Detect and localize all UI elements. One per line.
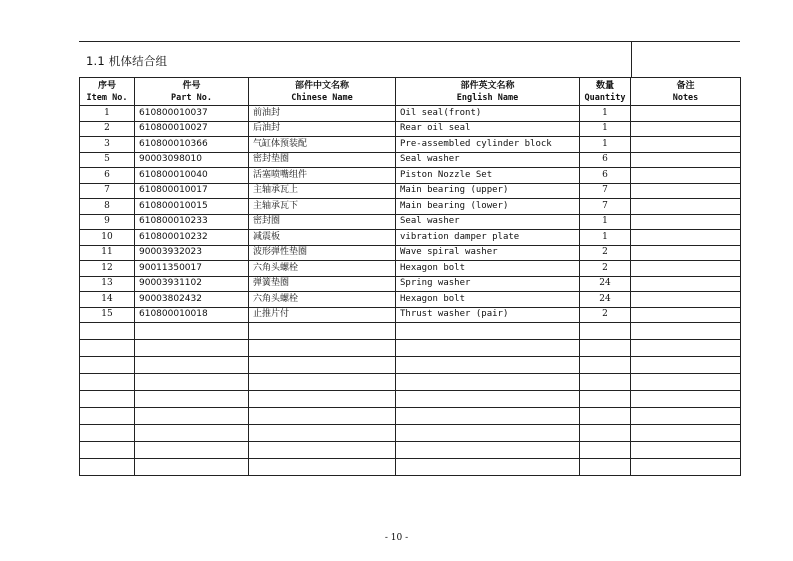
- header-notes: 备注 Notes: [631, 78, 741, 106]
- header-quantity: 数量 Quantity: [580, 78, 631, 106]
- cell-part-no: 90003932023: [135, 245, 249, 261]
- cell-part-no: 90003802432: [135, 292, 249, 308]
- cell-item-no: 6: [80, 168, 135, 184]
- parts-table: [79, 77, 741, 476]
- cell-quantity-empty: [580, 408, 631, 425]
- cell-chinese-name-empty: [249, 391, 396, 408]
- cell-item-no-empty: [80, 391, 135, 408]
- cell-chinese-name-empty: [249, 425, 396, 442]
- table-row-empty: [80, 357, 741, 374]
- table-row: [80, 230, 741, 246]
- cell-english-name-empty: [396, 323, 580, 340]
- cell-notes-empty: [631, 425, 741, 442]
- cell-item-no: 1: [80, 106, 135, 122]
- cell-item-no-empty: [80, 357, 135, 374]
- cell-part-no-empty: [135, 323, 249, 340]
- table-row-empty: [80, 323, 741, 340]
- cell-quantity-empty: [580, 340, 631, 357]
- cell-item-no: 14: [80, 292, 135, 308]
- cell-part-no: 610800010018: [135, 307, 249, 323]
- cell-part-no-empty: [135, 340, 249, 357]
- cell-quantity: 7: [580, 183, 631, 199]
- cell-chinese-name: 气缸体预装配: [249, 137, 396, 153]
- cell-english-name-empty: [396, 459, 580, 476]
- cell-notes: [631, 307, 741, 323]
- table-header-row: [80, 78, 741, 106]
- cell-item-no-empty: [80, 374, 135, 391]
- header-part-no: 件号 Part No.: [135, 78, 249, 106]
- cell-chinese-name: 活塞喷嘴组件: [249, 168, 396, 184]
- cell-chinese-name: 后油封: [249, 121, 396, 137]
- parts-table-body: [80, 106, 741, 476]
- cell-item-no: 10: [80, 230, 135, 246]
- cell-notes-empty: [631, 340, 741, 357]
- cell-item-no-empty: [80, 442, 135, 459]
- table-row-empty: [80, 340, 741, 357]
- cell-english-name: vibration damper plate: [396, 230, 580, 246]
- cell-chinese-name: 主轴承瓦下: [249, 199, 396, 215]
- cell-english-name: Seal washer: [396, 152, 580, 168]
- cell-quantity: 7: [580, 199, 631, 215]
- cell-chinese-name-empty: [249, 442, 396, 459]
- cell-notes: [631, 137, 741, 153]
- table-row: [80, 307, 741, 323]
- cell-quantity: 2: [580, 245, 631, 261]
- cell-notes: [631, 261, 741, 277]
- cell-chinese-name-empty: [249, 408, 396, 425]
- cell-part-no: 90003098010: [135, 152, 249, 168]
- cell-chinese-name: 减震板: [249, 230, 396, 246]
- header-chinese-name: 部件中文名称 Chinese Name: [249, 78, 396, 106]
- cell-quantity: 24: [580, 276, 631, 292]
- cell-notes: [631, 230, 741, 246]
- cell-chinese-name-empty: [249, 357, 396, 374]
- cell-quantity: 6: [580, 168, 631, 184]
- cell-notes: [631, 199, 741, 215]
- cell-quantity-empty: [580, 391, 631, 408]
- cell-notes-empty: [631, 374, 741, 391]
- cell-english-name-empty: [396, 442, 580, 459]
- table-row: [80, 106, 741, 122]
- cell-part-no: 610800010027: [135, 121, 249, 137]
- cell-part-no: 610800010366: [135, 137, 249, 153]
- cell-chinese-name: 密封垫圈: [249, 152, 396, 168]
- cell-quantity: 1: [580, 214, 631, 230]
- cell-notes: [631, 121, 741, 137]
- table-row-empty: [80, 459, 741, 476]
- cell-english-name: Thrust washer (pair): [396, 307, 580, 323]
- cell-notes: [631, 292, 741, 308]
- cell-item-no: 15: [80, 307, 135, 323]
- cell-item-no-empty: [80, 425, 135, 442]
- cell-chinese-name: 止推片付: [249, 307, 396, 323]
- cell-part-no: 610800010040: [135, 168, 249, 184]
- cell-english-name: Spring washer: [396, 276, 580, 292]
- cell-chinese-name: 前油封: [249, 106, 396, 122]
- cell-item-no: 9: [80, 214, 135, 230]
- section-header-box: [79, 41, 740, 77]
- cell-part-no-empty: [135, 374, 249, 391]
- cell-quantity: 6: [580, 152, 631, 168]
- cell-english-name: Wave spiral washer: [396, 245, 580, 261]
- cell-notes-empty: [631, 442, 741, 459]
- cell-item-no: 12: [80, 261, 135, 277]
- table-row: [80, 214, 741, 230]
- cell-chinese-name: 六角头螺栓: [249, 261, 396, 277]
- header-item-no: 序号 Item No.: [80, 78, 135, 106]
- cell-english-name-empty: [396, 408, 580, 425]
- cell-item-no: 8: [80, 199, 135, 215]
- table-row-empty: [80, 442, 741, 459]
- cell-english-name: Main bearing (upper): [396, 183, 580, 199]
- cell-chinese-name-empty: [249, 459, 396, 476]
- cell-chinese-name-empty: [249, 323, 396, 340]
- cell-notes: [631, 245, 741, 261]
- cell-part-no-empty: [135, 391, 249, 408]
- cell-english-name: Rear oil seal: [396, 121, 580, 137]
- cell-english-name-empty: [396, 391, 580, 408]
- cell-part-no-empty: [135, 459, 249, 476]
- cell-english-name: Hexagon bolt: [396, 261, 580, 277]
- table-row: [80, 292, 741, 308]
- cell-notes-empty: [631, 459, 741, 476]
- cell-notes: [631, 152, 741, 168]
- section-title: 1.1 机体结合组: [86, 54, 168, 68]
- cell-part-no: 90003931102: [135, 276, 249, 292]
- table-row: [80, 245, 741, 261]
- cell-chinese-name: 波形弹性垫圈: [249, 245, 396, 261]
- cell-item-no-empty: [80, 323, 135, 340]
- table-row: [80, 152, 741, 168]
- cell-part-no: 610800010233: [135, 214, 249, 230]
- cell-part-no: 610800010037: [135, 106, 249, 122]
- page-number: - 10 -: [384, 533, 409, 543]
- cell-notes-empty: [631, 323, 741, 340]
- table-row: [80, 137, 741, 153]
- cell-chinese-name: 密封圈: [249, 214, 396, 230]
- table-row-empty: [80, 425, 741, 442]
- cell-quantity-empty: [580, 323, 631, 340]
- cell-item-no-empty: [80, 459, 135, 476]
- cell-notes-empty: [631, 357, 741, 374]
- cell-notes: [631, 168, 741, 184]
- cell-english-name-empty: [396, 357, 580, 374]
- cell-notes: [631, 276, 741, 292]
- cell-part-no-empty: [135, 425, 249, 442]
- cell-item-no: 13: [80, 276, 135, 292]
- table-row: [80, 199, 741, 215]
- cell-notes: [631, 106, 741, 122]
- cell-part-no-empty: [135, 442, 249, 459]
- cell-item-no-empty: [80, 340, 135, 357]
- cell-part-no-empty: [135, 408, 249, 425]
- cell-chinese-name: 六角头螺栓: [249, 292, 396, 308]
- cell-item-no: 7: [80, 183, 135, 199]
- cell-quantity: 1: [580, 121, 631, 137]
- cell-quantity: 1: [580, 230, 631, 246]
- section-header-divider: [631, 41, 632, 77]
- cell-item-no: 3: [80, 137, 135, 153]
- cell-notes-empty: [631, 391, 741, 408]
- cell-item-no-empty: [80, 408, 135, 425]
- cell-notes: [631, 183, 741, 199]
- cell-quantity-empty: [580, 357, 631, 374]
- cell-english-name-empty: [396, 374, 580, 391]
- cell-english-name: Seal washer: [396, 214, 580, 230]
- cell-quantity-empty: [580, 442, 631, 459]
- cell-quantity: 1: [580, 106, 631, 122]
- cell-quantity: 2: [580, 261, 631, 277]
- cell-notes-empty: [631, 408, 741, 425]
- cell-part-no: 610800010015: [135, 199, 249, 215]
- cell-english-name: Pre-assembled cylinder block: [396, 137, 580, 153]
- cell-chinese-name: 主轴承瓦上: [249, 183, 396, 199]
- table-row-empty: [80, 391, 741, 408]
- header-english-name: 部件英文名称 English Name: [396, 78, 580, 106]
- cell-quantity: 24: [580, 292, 631, 308]
- cell-english-name: Hexagon bolt: [396, 292, 580, 308]
- cell-quantity: 1: [580, 137, 631, 153]
- cell-item-no: 11: [80, 245, 135, 261]
- cell-english-name: Piston Nozzle Set: [396, 168, 580, 184]
- cell-english-name-empty: [396, 340, 580, 357]
- cell-part-no: 90011350017: [135, 261, 249, 277]
- table-row: [80, 168, 741, 184]
- cell-chinese-name: 弹簧垫圈: [249, 276, 396, 292]
- cell-part-no: 610800010017: [135, 183, 249, 199]
- cell-item-no: 2: [80, 121, 135, 137]
- cell-chinese-name-empty: [249, 340, 396, 357]
- table-row: [80, 121, 741, 137]
- cell-quantity-empty: [580, 374, 631, 391]
- table-row: [80, 276, 741, 292]
- table-row-empty: [80, 408, 741, 425]
- table-row-empty: [80, 374, 741, 391]
- cell-english-name-empty: [396, 425, 580, 442]
- cell-quantity-empty: [580, 425, 631, 442]
- table-row: [80, 183, 741, 199]
- cell-chinese-name-empty: [249, 374, 396, 391]
- cell-quantity: 2: [580, 307, 631, 323]
- cell-english-name: Main bearing (lower): [396, 199, 580, 215]
- cell-item-no: 5: [80, 152, 135, 168]
- table-row: [80, 261, 741, 277]
- cell-notes: [631, 214, 741, 230]
- cell-part-no-empty: [135, 357, 249, 374]
- cell-quantity-empty: [580, 459, 631, 476]
- cell-part-no: 610800010232: [135, 230, 249, 246]
- cell-english-name: Oil seal(front): [396, 106, 580, 122]
